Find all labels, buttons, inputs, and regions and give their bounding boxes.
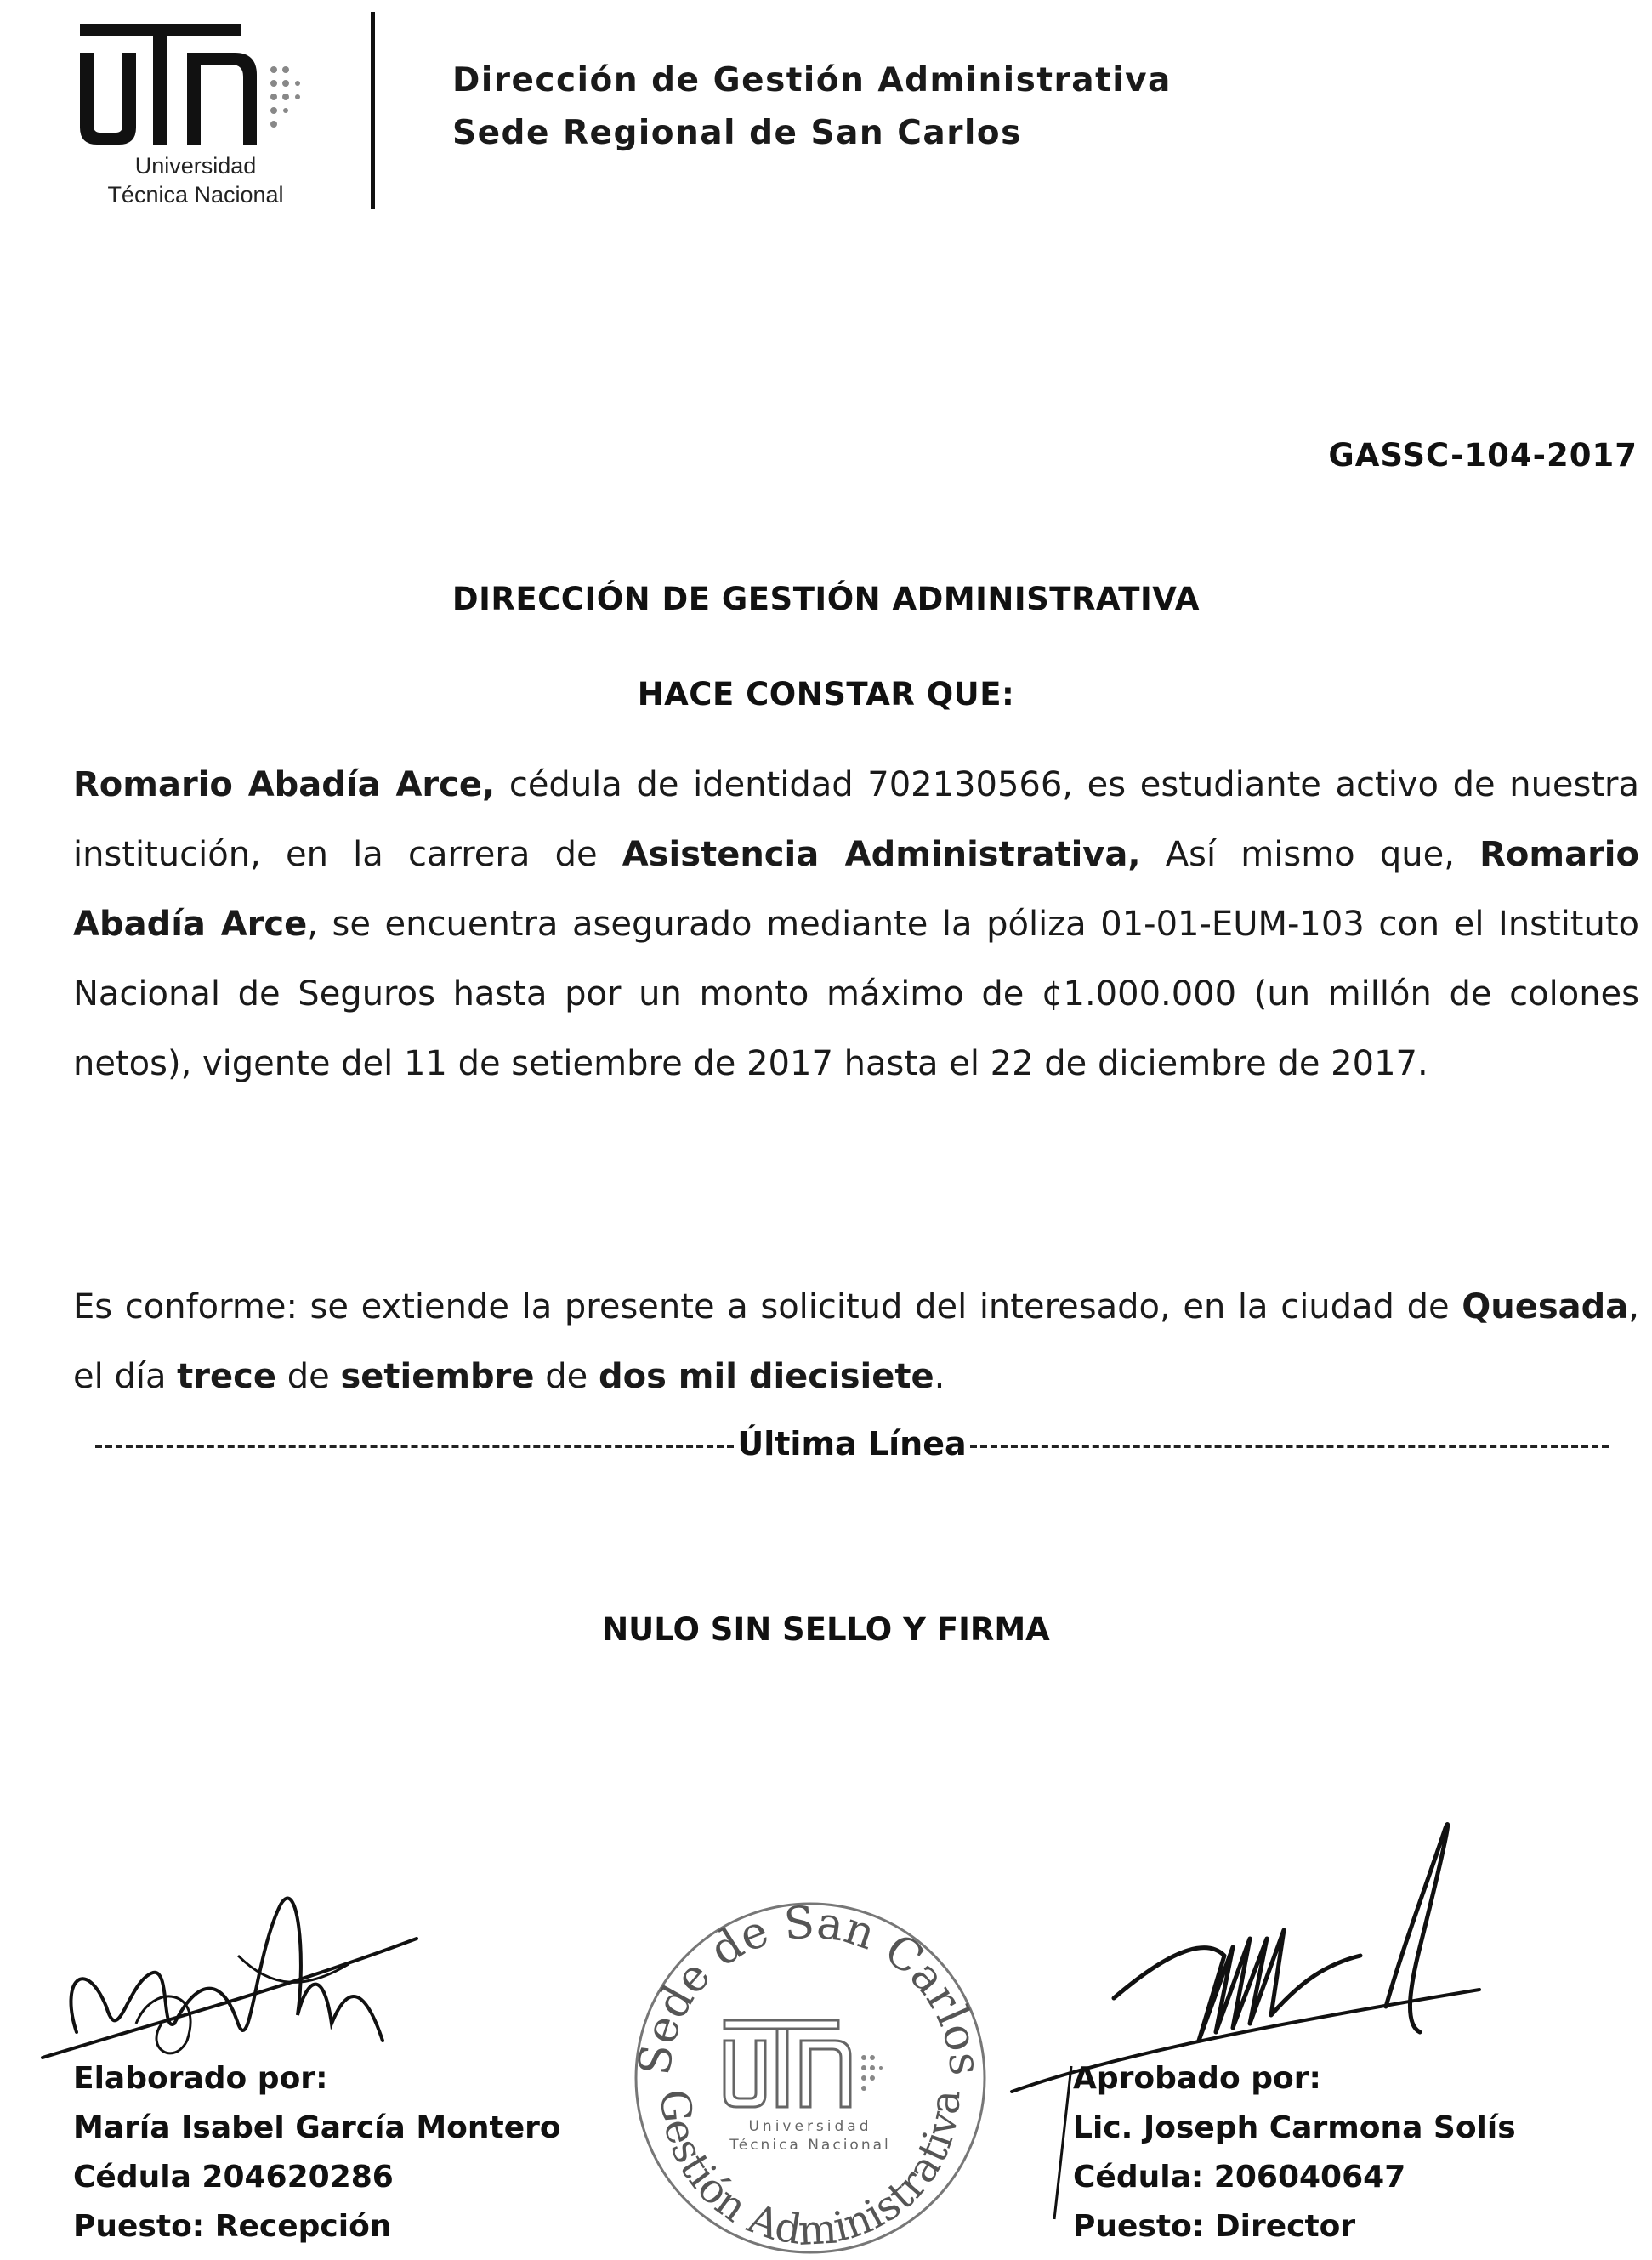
certification-paragraph [73, 750, 1639, 1099]
paragraph-text: Es conforme: se extiende la presente a solicitud del interesado, en la ciudad de [73, 1287, 1462, 1326]
dashed-rule-right [970, 1445, 1609, 1448]
paragraph-text: Así mismo que, [1140, 835, 1480, 874]
logo-university-label: Universidad [134, 153, 257, 179]
header-campus: Sede Regional de San Carlos [452, 114, 1022, 152]
signature-left-drawing [26, 1854, 434, 2083]
seal-logo-mark [724, 2020, 883, 2107]
issue-month: setiembre [340, 1357, 535, 1396]
paragraph-text: , se encuentra asegurado mediante la póliza 01-01-EUM-103 con el Instituto Nacional de Seguros hasta por un monto máximo de ¢1.000.000 (un millón de colones netos), vigente del 11 de setiembre de 2017 hasta el 22 de diciembre de 2017. [73, 905, 1639, 1083]
paragraph-text: . [934, 1357, 945, 1396]
logo-university-name: Técnica Nacional [107, 182, 284, 207]
issue-day: trece [177, 1357, 276, 1396]
approved-by-id: Cédula: 206040647 [1073, 2160, 1406, 2195]
seal-bottom-text: Gestión Administrativa [650, 2087, 970, 2255]
dashed-rule-left [95, 1445, 734, 1448]
signature-block-prepared [73, 2054, 561, 2251]
prepared-by-id: Cédula 204620286 [73, 2160, 394, 2195]
issuance-paragraph [73, 1272, 1639, 1411]
approved-by-label: Aprobado por: [1073, 2061, 1321, 2096]
document-title: DIRECCIÓN DE GESTIÓN ADMINISTRATIVA [451, 581, 1201, 617]
student-name: Romario Abadía Arce, [73, 765, 496, 804]
student-name: Romario Abadía Arce [73, 835, 1639, 944]
last-line-label: Última Línea [737, 1425, 967, 1462]
header-department: Dirección de Gestión Administrativa [452, 61, 1172, 99]
paragraph-text: cédula de identidad 702130566, es estudiante activo de nuestra institución, en la carrera de [73, 765, 1640, 874]
paragraph-text: , el día [73, 1287, 1639, 1396]
seal-university-label: Universidad [748, 2118, 872, 2135]
validity-notice: NULO SIN SELLO Y FIRMA [602, 1611, 1050, 1648]
signature-block-approved [1073, 2054, 1516, 2251]
seal-university-name: Técnica Nacional [729, 2137, 891, 2154]
header-divider [371, 12, 375, 209]
utn-logo [68, 9, 357, 213]
prepared-by-name: María Isabel García Montero [73, 2110, 561, 2145]
prepared-by-label: Elaborado por: [73, 2061, 328, 2096]
official-seal-stamp [610, 1874, 1010, 2260]
career-name: Asistencia Administrativa, [622, 835, 1141, 874]
document-reference: GASSC-104-2017 [1328, 437, 1638, 474]
document-subtitle: HACE CONSTAR QUE: [637, 676, 1015, 713]
approved-by-position: Puesto: Director [1073, 2209, 1356, 2244]
last-line-marker [95, 1425, 1609, 1462]
utn-logo-mark [68, 9, 357, 153]
city-name: Quesada [1462, 1287, 1629, 1326]
seal-top-text: Sede de San Carlos [629, 1897, 991, 2078]
paragraph-text: de [276, 1357, 341, 1396]
prepared-by-position: Puesto: Recepción [73, 2209, 392, 2244]
paragraph-text: de [534, 1357, 599, 1396]
issue-year: dos mil diecisiete [598, 1357, 934, 1396]
approved-by-name: Lic. Joseph Carmona Solís [1073, 2110, 1516, 2145]
